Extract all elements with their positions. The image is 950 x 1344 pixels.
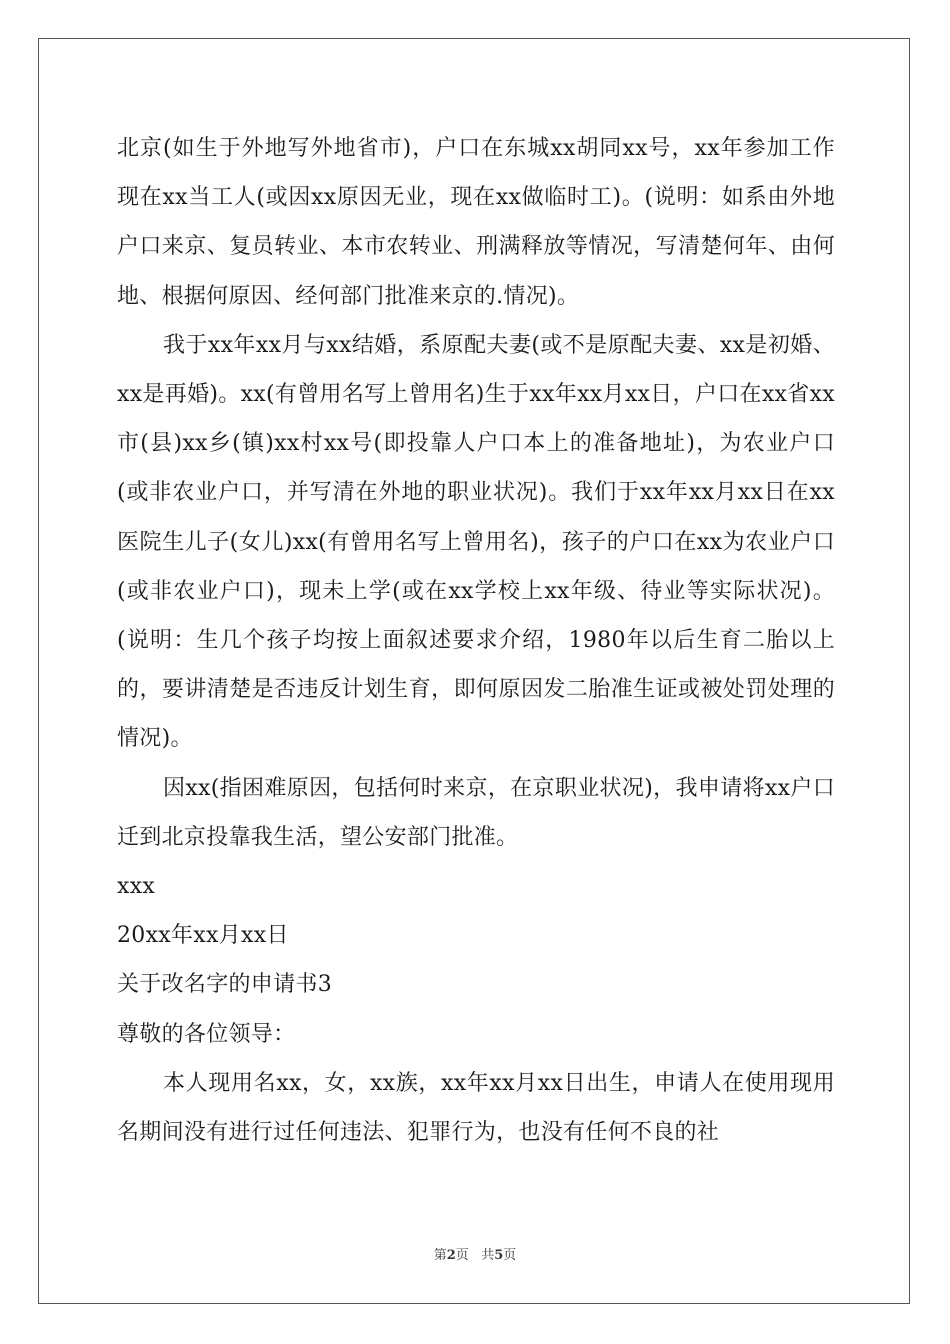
total-suffix: 页 — [503, 1248, 517, 1263]
document-body — [117, 124, 835, 1157]
page-footer — [0, 1247, 950, 1265]
section-title: 关于改名字的申请书3 — [117, 972, 332, 998]
total-prefix: 共 — [481, 1248, 495, 1263]
paragraph-name-change: 本人现用名xx，女，xx族，xx年xx月xx日出生，申请人在使用现用名期间没有进行过任何违法、犯罪行为，也没有任何不良的社 — [117, 1070, 835, 1146]
total-pages: 5 — [494, 1248, 504, 1263]
paragraph-request: 因xx(指困难原因，包括何时来京，在京职业状况)，我申请将xx户口迁到北京投靠我生活，望公安部门批准。 — [117, 775, 835, 850]
page-number: 2 — [446, 1248, 456, 1263]
salutation: 尊敬的各位领导： — [117, 1021, 296, 1047]
signature-name: xxx — [117, 874, 156, 900]
paragraph-marriage-children: 我于xx年xx月与xx结婚，系原配夫妻(或不是原配夫妻、xx是初婚、xx是再婚)。xx(有曾用名写上曾用名)生于xx年xx月xx日，户口在xx省xx市(县)xx乡(镇)xx村xx号(即投靠人户口本上的准备地址)，为农业户口(或非农业户口，并写清在外地的职业状况)。我们于xx年xx月xx日在xx医院生儿子(女儿)xx(有曾用名写上曾用名)，孩子的户口在xx为农业户口(或非农业户口)，现未上学(或在xx学校上xx年级、待业等实际状况)。(说明：生几个孩子均按上面叙述要求介绍，1980年以后生育二胎以上的，要讲清楚是否违反计划生育，即何原因发二胎准生证或被处罚处理的情况)。 — [117, 332, 835, 752]
signature-date: 20xx年xx月xx日 — [117, 923, 289, 949]
page-prefix: 第 — [433, 1248, 447, 1263]
page-suffix: 页 — [455, 1248, 469, 1263]
paragraph-residence: 北京(如生于外地写外地省市)，户口在东城xx胡同xx号，xx年参加工作现在xx当工人(或因xx原因无业，现在xx做临时工)。(说明：如系由外地户口来京、复员转业、本市农转业、刑满释放等情况，写清楚何年、由何地、根据何原因、经何部门批准来京的.情况)。 — [117, 136, 835, 309]
